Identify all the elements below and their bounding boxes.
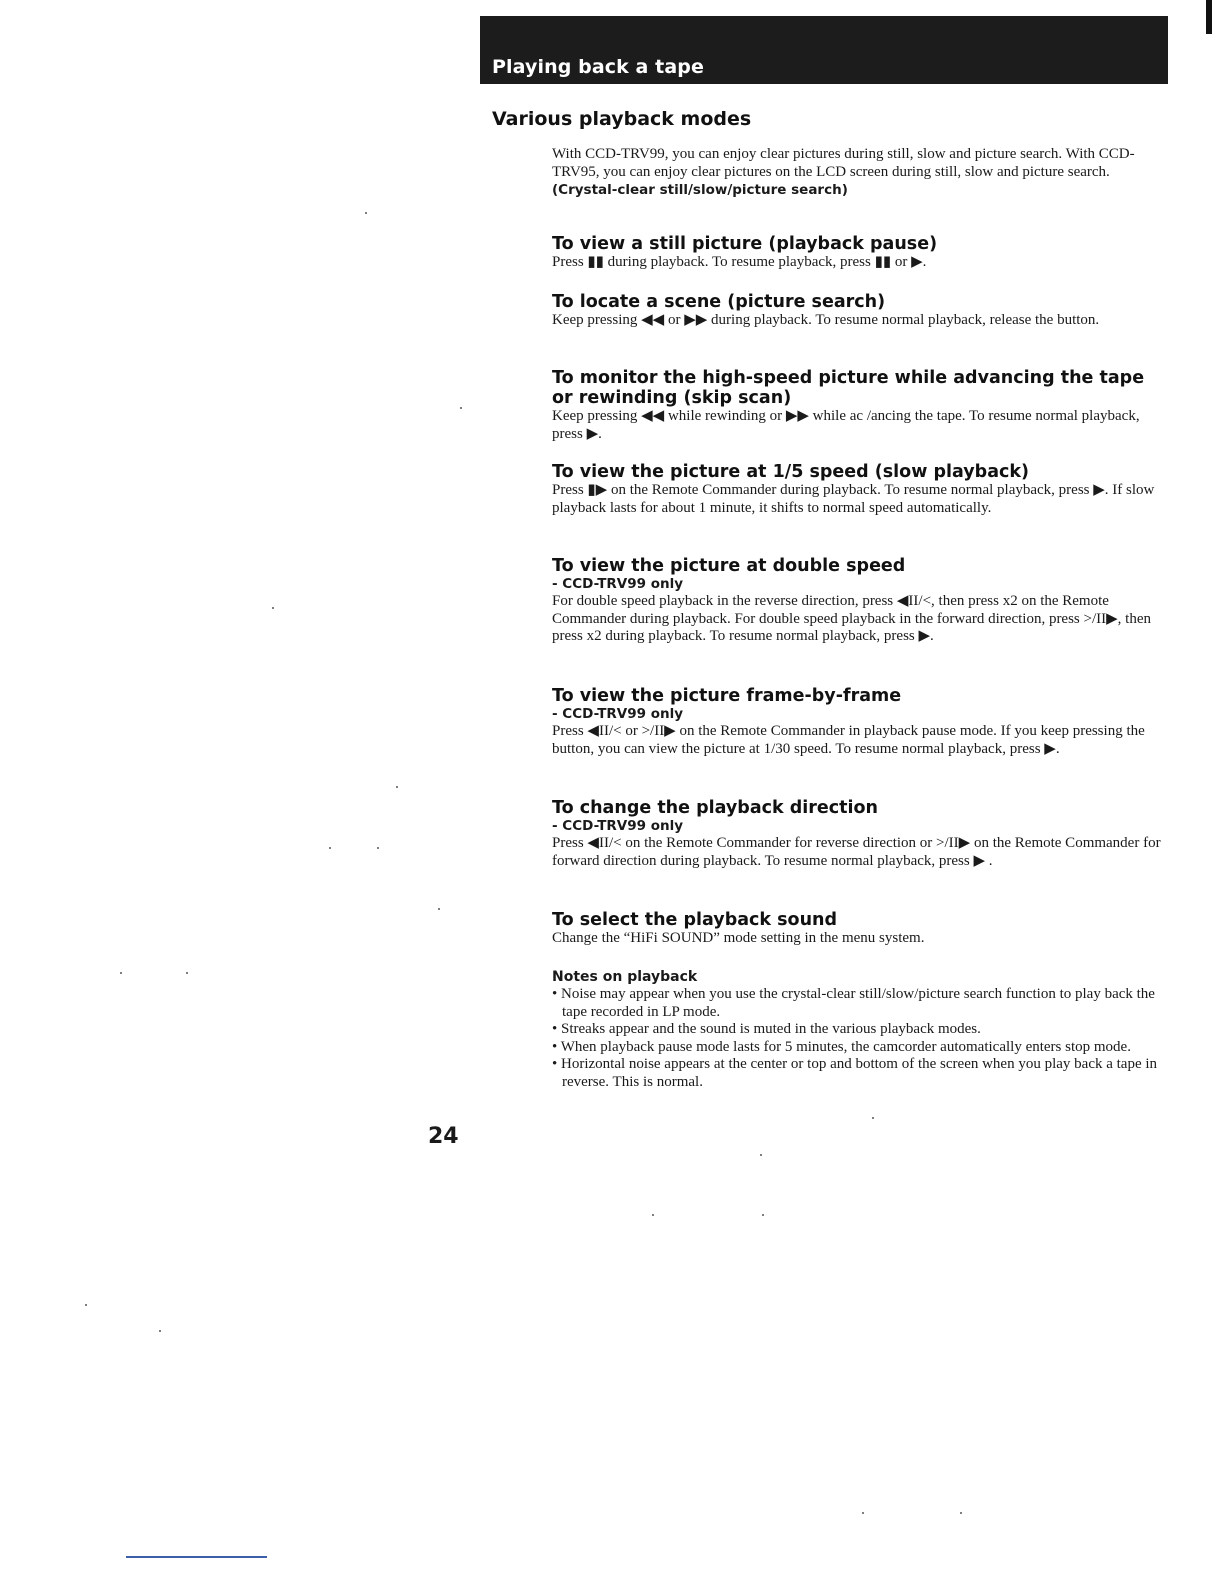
scan-speck [159,1330,161,1332]
note-item: • Noise may appear when you use the crystal-clear still/slow/picture search function to play back the tape recorded in LP mode. [552,986,1155,1020]
topic-title: To locate a scene (picture search) [552,292,886,312]
topic-playback-direction [552,798,1168,870]
edge-mark [1206,0,1212,34]
topic-frame-by-frame [552,686,1168,758]
topic-body: Press ◀II/< or >/II▶ on the Remote Commander in playback pause mode. If you keep pressing the button, you can view the picture at 1/30 speed. To resume normal playback, press ▶. [552,723,1145,757]
scan-speck [365,212,367,214]
scan-speck [396,786,398,788]
topic-title: To view a still picture (playback pause) [552,234,938,254]
scan-speck [652,1214,654,1216]
topic-body: Press ▮▶ on the Remote Commander during playback. To resume normal playback, press ▶. If slow playback lasts for about 1 minute, it shifts to normal speed automatically. [552,482,1155,516]
scan-speck [762,1214,764,1216]
topic-title: To view the picture at 1/5 speed (slow playback) [552,462,1030,482]
intro-block [552,146,1168,199]
note-item: • Streaks appear and the sound is muted in the various playback modes. [552,1021,981,1037]
topic-body: Keep pressing ◀◀ or ▶▶ during playback. To resume normal playback, release the button. [552,312,1100,328]
scan-speck [460,407,462,409]
model-note: - CCD-TRV99 only [552,576,684,592]
topic-body: Keep pressing ◀◀ while rewinding or ▶▶ while ac /ancing the tape. To resume normal playback, press ▶. [552,408,1140,442]
notes-title: Notes on playback [552,969,698,985]
model-note: - CCD-TRV99 only [552,818,684,834]
topic-body: Press ▮▮ during playback. To resume playback, press ▮▮ or ▶. [552,254,927,270]
scan-speck [329,847,331,849]
topic-playback-sound [552,910,1168,948]
topic-body: For double speed playback in the reverse direction, press ◀II/<, then press x2 on the Remote Commander during playback. For double speed playback in the forward direction, press >/II▶, then press x2 during playback. To resume normal playback, press ▶. [552,593,1151,644]
intro-paragraph: With CCD-TRV99, you can enjoy clear pictures during still, slow and picture search. With CCD-TRV95, you can enjoy clear pictures on the LCD screen during still, slow and picture search. [552,146,1135,180]
model-note: - CCD-TRV99 only [552,706,684,722]
topic-slow-playback [552,462,1168,517]
page-number: 24 [428,1124,459,1149]
scan-speck [862,1512,864,1514]
scan-speck [377,847,379,849]
topic-title: To view the picture frame-by-frame [552,686,902,706]
scan-speck [186,972,188,974]
scan-speck [438,908,440,910]
note-item: • When playback pause mode lasts for 5 minutes, the camcorder automatically enters stop mode. [552,1038,1131,1055]
header-title: Playing back a tape [492,56,704,78]
topic-still-picture [552,234,1168,272]
scan-speck [272,607,274,609]
scan-speck [85,1304,87,1306]
scan-speck [760,1154,762,1156]
header-bar [480,16,1168,84]
topic-skip-scan [552,368,1168,443]
topic-picture-search [552,292,1168,330]
topic-body: Change the “HiFi SOUND” mode setting in the menu system. [552,930,925,946]
scan-speck [120,972,122,974]
topic-double-speed [552,556,1168,646]
notes-list [552,986,1168,1091]
note-item: • Horizontal noise appears at the center or top and bottom of the screen when you play back a tape in reverse. This is normal. [552,1056,1158,1090]
topic-title: To select the playback sound [552,910,838,930]
footer-rule [126,1556,267,1558]
scan-speck [872,1117,874,1119]
topic-title: To change the playback direction [552,798,878,818]
intro-note: (Crystal-clear still/slow/picture search) [552,182,848,198]
topic-title: To monitor the high-speed picture while advancing the tape or rewinding (skip scan) [552,368,1145,408]
topic-body: Press ◀II/< on the Remote Commander for reverse direction or >/II▶ on the Remote Commander for forward direction during playback. To resume normal playback, press ▶ . [552,835,1161,869]
notes-block [552,968,1168,1091]
section-title: Various playback modes [492,108,752,130]
topic-title: To view the picture at double speed [552,556,906,576]
scan-speck [960,1512,962,1514]
